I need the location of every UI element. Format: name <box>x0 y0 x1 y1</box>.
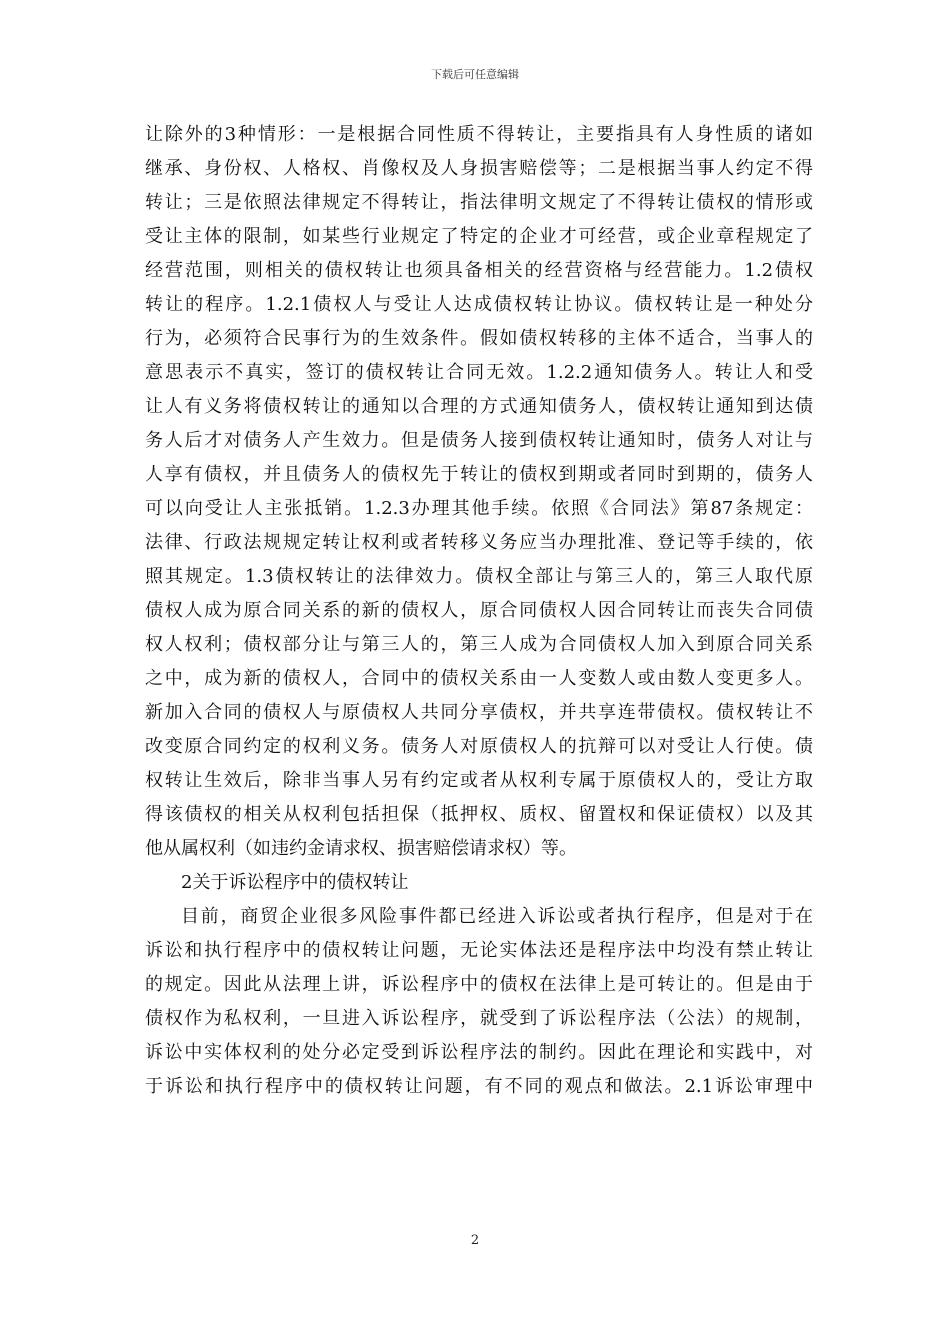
text-line: 改变原合同约定的权利义务。债务人对原债权人的抗辩可以对受让人行使。债 <box>145 736 813 757</box>
text-line: 之中，成为新的债权人，合同中的债权关系由一人变数人或由数人变更多人。 <box>145 668 813 689</box>
section-heading: 2关于诉讼程序中的债权转让 <box>181 872 409 893</box>
text-line: 债权人成为原合同关系的新的债权人，原合同债权人因合同转让而丧失合同债 <box>145 600 813 621</box>
text-line: 债权作为私权利，一旦进入诉讼程序，就受到了诉讼程序法（公法）的规制， <box>145 1008 813 1029</box>
text-line: 权转让生效后，除非当事人另有约定或者从权利专属于原债权人的，受让方取 <box>145 770 813 791</box>
text-line: 让人有义务将债权转让的通知以合理的方式通知债务人，债权转让通知到达债 <box>145 396 813 417</box>
text-line: 于诉讼和执行程序中的债权转让问题，有不同的观点和做法。2.1诉讼审理中 <box>145 1076 813 1097</box>
text-line: 务人后才对债务人产生效力。但是债务人接到债权转让通知时，债务人对让与 <box>145 430 813 451</box>
text-line: 诉讼和执行程序中的债权转让问题，无论实体法还是程序法中均没有禁止转让 <box>145 940 813 961</box>
text-line: 照其规定。1.3债权转让的法律效力。债权全部让与第三人的，第三人取代原 <box>145 566 813 587</box>
text-line: 经营范围，则相关的债权转让也须具备相关的经营资格与经营能力。1.2债权 <box>145 260 813 281</box>
text-line: 受让主体的限制，如某些行业规定了特定的企业才可经营，或企业章程规定了 <box>145 226 813 247</box>
text-line: 的规定。因此从法理上讲，诉讼程序中的债权在法律上是可转让的。但是由于 <box>145 974 813 995</box>
page-number: 2 <box>470 1233 480 1248</box>
text-line: 他从属权利（如违约金请求权、损害赔偿请求权）等。 <box>145 838 577 859</box>
header-note: 下载后可任意编辑 <box>431 68 519 81</box>
text-line: 可以向受让人主张抵销。1.2.3办理其他手续。依照《合同法》第87条规定： <box>145 498 813 519</box>
text-line: 行为，必须符合民事行为的生效条件。假如债权转移的主体不适合，当事人的 <box>145 328 813 349</box>
text-line: 转让；三是依照法律规定不得转让，指法律明文规定了不得转让债权的情形或 <box>145 192 813 213</box>
text-line: 权人权利；债权部分让与第三人的，第三人成为合同债权人加入到原合同关系 <box>145 634 813 655</box>
text-line: 诉讼中实体权利的处分必定受到诉讼程序法的制约。因此在理论和实践中，对 <box>145 1042 813 1063</box>
text-line: 继承、身份权、人格权、肖像权及人身损害赔偿等；二是根据当事人约定不得 <box>145 158 813 179</box>
text-line: 法律、行政法规规定转让权利或者转移义务应当办理批准、登记等手续的，依 <box>145 532 813 553</box>
text-line: 让除外的3种情形：一是根据合同性质不得转让，主要指具有人身性质的诸如 <box>145 124 813 145</box>
text-line: 人享有债权，并且债务人的债权先于转让的债权到期或者同时到期的，债务人 <box>145 464 813 485</box>
text-line: 新加入合同的债权人与原债权人共同分享债权，并共享连带债权。债权转让不 <box>145 702 813 723</box>
body-text <box>145 118 813 1104</box>
text-line: 转让的程序。1.2.1债权人与受让人达成债权转让协议。债权转让是一种处分 <box>145 294 813 315</box>
text-line: 得该债权的相关从权利包括担保（抵押权、质权、留置权和保证债权）以及其 <box>145 804 813 825</box>
text-line: 目前，商贸企业很多风险事件都已经进入诉讼或者执行程序，但是对于在 <box>181 906 813 927</box>
text-line: 意思表示不真实，签订的债权转让合同无效。1.2.2通知债务人。转让人和受 <box>145 362 813 383</box>
